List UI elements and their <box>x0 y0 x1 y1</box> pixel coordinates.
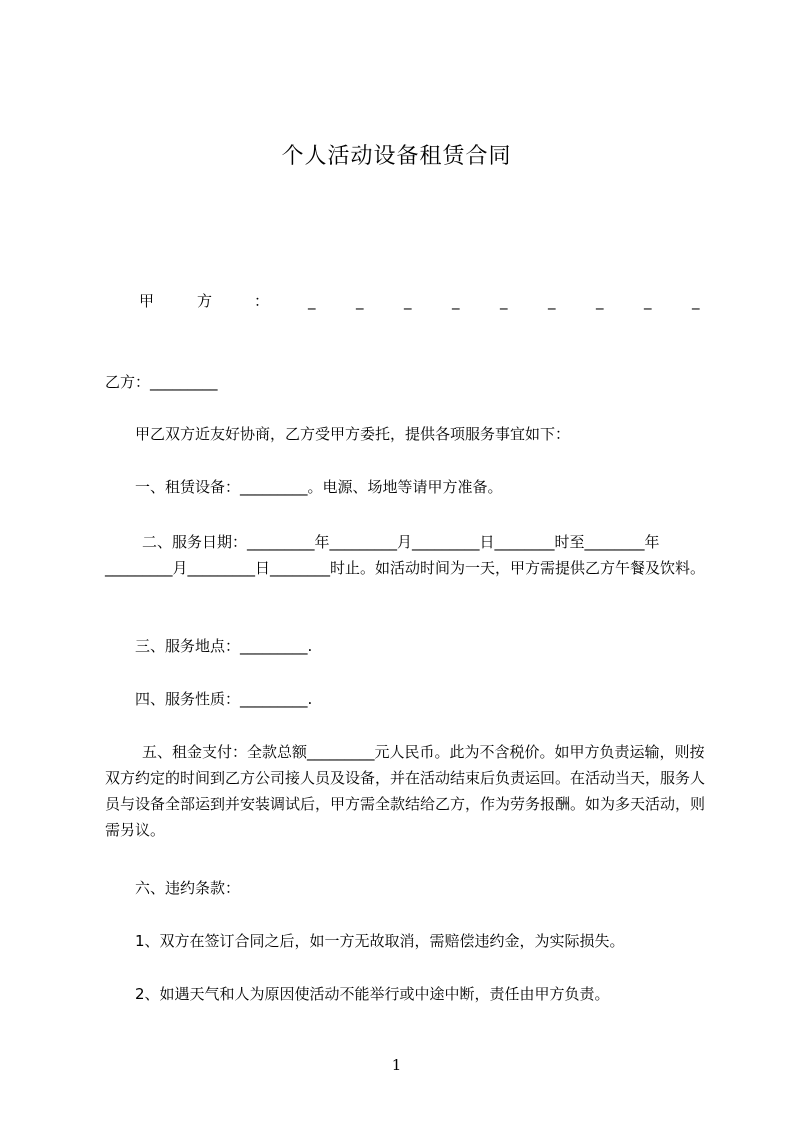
party-a-label-char-1: 甲 <box>139 292 155 310</box>
party-a-blank-8: _ <box>644 292 652 310</box>
clause-1: 一、租赁设备：_________。电源、场地等请甲方准备。 <box>135 478 503 496</box>
party-a-blank-4: _ <box>452 292 460 310</box>
clause-6-item-1: 1、双方在签订合同之后，如一方无故取消，需赔偿违约金，为实际损失。 <box>135 932 625 950</box>
clause-4: 四、服务性质：_________. <box>135 690 313 708</box>
party-a-blank-5: _ <box>500 292 508 310</box>
page-number: 1 <box>391 1056 402 1074</box>
party-a-blank-2: _ <box>356 292 364 310</box>
clause-3: 三、服务地点：_________. <box>135 637 313 655</box>
party-a-blank-6: _ <box>548 292 556 310</box>
clause-6-heading: 六、违约条款： <box>135 879 241 897</box>
party-b-line: 乙方：_________ <box>105 373 218 391</box>
party-a-line <box>105 288 705 314</box>
clause-2: 二、服务日期：_________年_________月_________日________时至________年_________月_________日________时止。如活动时间为一天，甲方需提供乙方午餐及饮料。 <box>105 533 706 577</box>
party-a-blank-1: _ <box>308 292 316 310</box>
document-title: 个人活动设备租赁合同 <box>281 144 512 169</box>
clause-6-item-2: 2、如遇天气和人为原因使活动不能举行或中途中断，责任由甲方负责。 <box>135 985 610 1003</box>
party-a-blank-9: _ <box>692 292 700 310</box>
party-a-colon: ： <box>254 292 270 310</box>
party-a-label-char-2: 方 <box>197 292 213 310</box>
party-a-blank-7: _ <box>596 292 604 310</box>
intro-paragraph: 甲乙双方近友好协商，乙方受甲方委托，提供各项服务事宜如下： <box>135 425 571 443</box>
clause-5: 五、租金支付：全款总额_________元人民币。此为不含税价。如甲方负责运输，则按双方约定的时间到乙方公司接人员及设备，并在活动结束后负责运回。在活动当天，服务人员与设备全部运到并安装调试后，甲方需全款结给乙方，作为劳务报酬。如为多天活动，则需另议。 <box>105 743 706 839</box>
party-a-blank-3: _ <box>404 292 412 310</box>
